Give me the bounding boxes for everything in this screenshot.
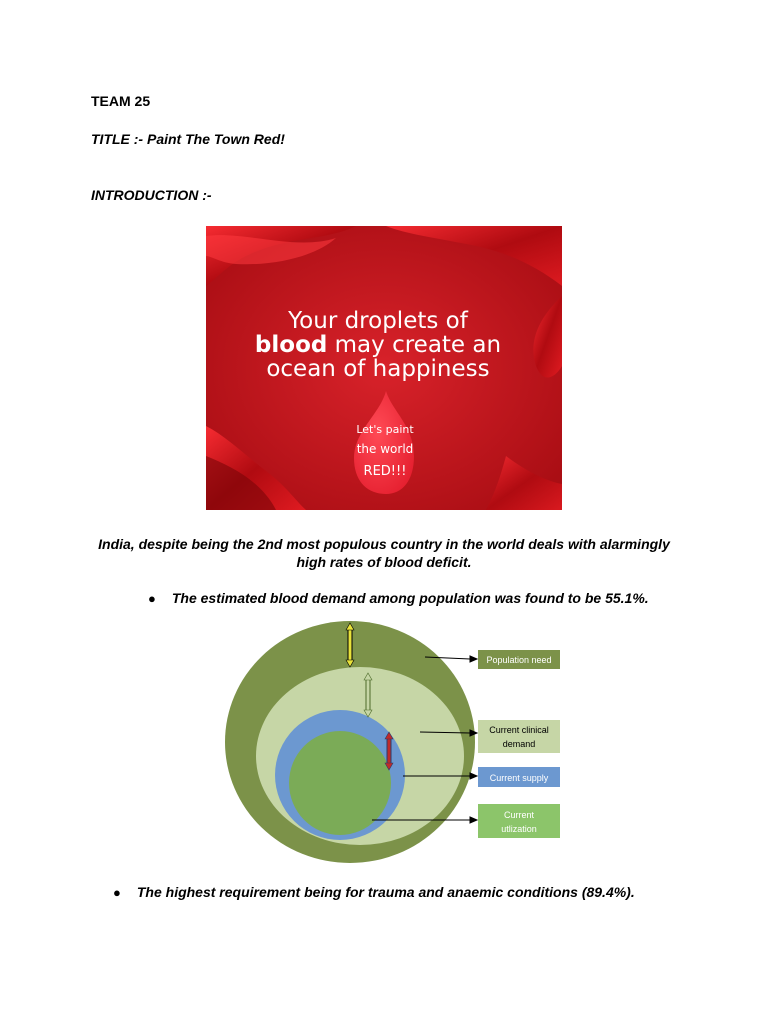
banner-artwork — [206, 226, 562, 510]
drop-line-1: Let's paint — [356, 423, 414, 436]
introduction-heading: INTRODUCTION :- — [91, 187, 212, 203]
bullet-blood-demand — [148, 590, 649, 606]
document-title: TITLE :- Paint The Town Red! — [91, 131, 285, 147]
banner-line-2-bold: blood — [254, 332, 328, 358]
blood-donation-banner — [206, 226, 562, 510]
clinical-demand-label-1: Current clinical — [489, 725, 549, 735]
team-heading: TEAM 25 — [91, 93, 151, 109]
clinical-demand-label-2: demand — [502, 739, 536, 749]
bullet-text: The estimated blood demand among population was found to be 55.1%. — [171, 590, 649, 606]
bullet-text: The highest requirement being for trauma and anaemic conditions (89.4%). — [136, 884, 635, 900]
banner-line-3: ocean of happiness — [266, 356, 490, 382]
bullet-highest-requirement — [113, 884, 635, 900]
bullet-dot-icon: ● — [113, 884, 121, 900]
drop-line-2: the world — [356, 442, 414, 456]
bullet-dot-icon: ● — [148, 590, 156, 606]
drop-line-3: RED!!! — [363, 464, 407, 479]
population-need-label: Population need — [486, 655, 552, 665]
banner-line-2-rest: may create an — [327, 332, 502, 358]
current-supply-label: Current supply — [489, 773, 549, 783]
utilization-label-2: utlization — [501, 824, 537, 834]
blood-supply-diagram — [220, 620, 570, 865]
intro-paragraph: India, despite being the 2nd most populous country in the world deals with alarmingly high rates of blood deficit. — [98, 536, 670, 570]
utilization-circle — [289, 731, 391, 835]
utilization-label-1: Current — [503, 810, 535, 820]
banner-line-2 — [255, 332, 501, 358]
banner-line-1: Your droplets of — [288, 308, 468, 334]
